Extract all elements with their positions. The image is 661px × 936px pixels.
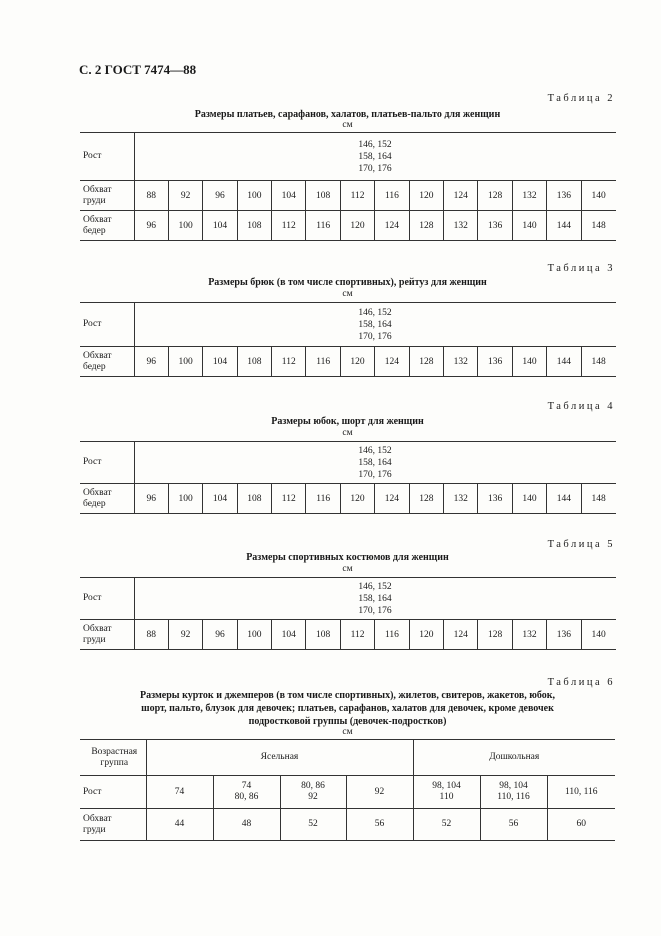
table-cell: 108 [237, 484, 271, 514]
height-values [134, 442, 616, 484]
table-cell: 144 [547, 484, 581, 514]
row-header-age: Возрастная группа [80, 740, 146, 776]
size-table [80, 577, 616, 650]
height-value: 158, 164 [358, 151, 392, 162]
height-value: 158, 164 [358, 593, 392, 604]
height-value: 170, 176 [358, 163, 392, 174]
row-header-height: Рост [80, 776, 146, 809]
table-cell: 112 [340, 620, 374, 650]
row-header-height: Рост [80, 578, 134, 620]
table-cell: 148 [581, 347, 616, 377]
height-value: 170, 176 [358, 605, 392, 616]
unit-label: см [342, 727, 353, 737]
table-cell: 108 [237, 211, 271, 241]
group-nursery: Ясельная [146, 740, 413, 776]
height-value: 146, 152 [358, 445, 392, 456]
table-cell: 96 [203, 620, 237, 650]
table-cell: 132 [512, 620, 546, 650]
table-cell: 48 [213, 809, 280, 841]
table-cell: 124 [444, 620, 478, 650]
table-cell: 56 [480, 809, 547, 841]
table-cell: 120 [340, 347, 374, 377]
size-table [80, 302, 616, 377]
table-cell: 112 [272, 211, 306, 241]
table-title: Размеры юбок, шорт для женщин [271, 416, 424, 427]
height-value: 74 [241, 781, 252, 791]
table-cell: 108 [237, 347, 271, 377]
table-cell: 88 [134, 181, 168, 211]
table-cell: 108 [306, 181, 340, 211]
table-number: Таблица 2 [547, 93, 615, 104]
table-cell: 104 [203, 484, 237, 514]
size-table [80, 132, 616, 241]
table-title: Размеры брюк (в том числе спортивных), рейтуз для женщин [208, 277, 487, 288]
table-cell: 144 [547, 347, 581, 377]
height-value: 146, 152 [358, 581, 392, 592]
table-cell: 104 [203, 211, 237, 241]
table-cell: 100 [168, 211, 202, 241]
table-cell: 116 [306, 484, 340, 514]
height-row [80, 442, 616, 484]
table-cell: 140 [512, 484, 546, 514]
table-cell: 132 [444, 484, 478, 514]
table-cell: 120 [409, 181, 443, 211]
table-cell: 112 [272, 484, 306, 514]
table-cell: 128 [478, 181, 512, 211]
table-cell: 140 [581, 620, 616, 650]
height-value: 74 [174, 786, 185, 797]
height-value: 92 [308, 792, 318, 802]
table-cell: 120 [340, 484, 374, 514]
table-cell: 92 [168, 620, 202, 650]
table-cell [280, 776, 346, 809]
height-value: 98, 104 [432, 781, 461, 791]
row-header-measure: Обхват груди [80, 620, 134, 650]
table-cell: 52 [280, 809, 346, 841]
table-cell: 128 [478, 620, 512, 650]
table-cell: 112 [272, 347, 306, 377]
height-value: 110 [439, 792, 454, 802]
height-value: 92 [374, 786, 385, 797]
table-cell [547, 776, 615, 809]
table-cell [413, 776, 480, 809]
height-value: 146, 152 [358, 139, 392, 150]
table-cell: 116 [306, 347, 340, 377]
height-value: 170, 176 [358, 331, 392, 342]
table-title: Размеры платьев, сарафанов, халатов, платьев-пальто для женщин [194, 109, 501, 120]
row-header-measure: Обхват груди [80, 809, 146, 841]
table-cell: 140 [581, 181, 616, 211]
row-header-measure: Обхват бедер [80, 347, 134, 377]
table-cell: 108 [306, 620, 340, 650]
table-cell: 116 [306, 211, 340, 241]
unit-label: см [342, 120, 353, 130]
table-cell: 128 [409, 484, 443, 514]
table-title [80, 689, 615, 728]
table-cell: 128 [409, 347, 443, 377]
table-number: Таблица 4 [547, 401, 615, 412]
height-values [134, 578, 616, 620]
table-title-line: подростковой группы (девочек-подростков) [248, 716, 447, 727]
height-value: 146, 152 [358, 307, 392, 318]
table-cell: 136 [478, 484, 512, 514]
table-number: Таблица 6 [547, 677, 615, 688]
unit-label: см [342, 564, 353, 574]
table-number: Таблица 5 [547, 539, 615, 550]
table-cell: 56 [346, 809, 413, 841]
height-value: 158, 164 [358, 319, 392, 330]
table-cell: 116 [375, 620, 409, 650]
height-row [80, 776, 615, 809]
table-cell: 96 [203, 181, 237, 211]
height-value: 80, 86 [301, 781, 325, 791]
table-cell: 60 [547, 809, 615, 841]
table-cell [146, 776, 213, 809]
height-value: 110, 116 [564, 786, 598, 797]
table-title-line: Размеры курток и джемперов (в том числе спортивных), жилетов, свитеров, жакетов, юбок, [140, 690, 555, 701]
table-cell: 120 [409, 620, 443, 650]
row-header-height: Рост [80, 303, 134, 347]
table-cell: 148 [581, 484, 616, 514]
table-cell: 104 [272, 181, 306, 211]
measure-row [80, 809, 615, 841]
row-header-height: Рост [80, 133, 134, 181]
table-cell: 132 [512, 181, 546, 211]
table-cell: 44 [146, 809, 213, 841]
table-title: Размеры спортивных костюмов для женщин [246, 552, 449, 563]
table-cell: 96 [134, 484, 168, 514]
table-cell: 136 [478, 347, 512, 377]
row-header-measure: Обхват бедер [80, 484, 134, 514]
height-value: 98, 104 [499, 781, 528, 791]
table-cell: 104 [272, 620, 306, 650]
table-cell [480, 776, 547, 809]
group-preschool: Дошкольная [413, 740, 615, 776]
table-cell: 136 [478, 211, 512, 241]
table-cell: 112 [340, 181, 374, 211]
height-row [80, 133, 616, 181]
table-cell: 92 [168, 181, 202, 211]
table-cell: 100 [168, 484, 202, 514]
age-group-row [80, 740, 615, 776]
table-cell: 88 [134, 620, 168, 650]
table-cell: 52 [413, 809, 480, 841]
table-cell: 100 [237, 620, 271, 650]
height-value: 170, 176 [358, 469, 392, 480]
table-cell: 148 [581, 211, 616, 241]
table-cell: 132 [444, 211, 478, 241]
height-values [134, 303, 616, 347]
table-cell: 140 [512, 347, 546, 377]
measure-row [80, 484, 616, 514]
table-cell: 104 [203, 347, 237, 377]
table-cell: 116 [375, 181, 409, 211]
table-cell: 124 [375, 211, 409, 241]
measure-row [80, 211, 616, 241]
table-cell: 140 [512, 211, 546, 241]
table-cell: 124 [375, 484, 409, 514]
height-value: 158, 164 [358, 457, 392, 468]
table-cell: 144 [547, 211, 581, 241]
page-header: С. 2 ГОСТ 7474—88 [79, 62, 197, 77]
table-cell: 124 [444, 181, 478, 211]
table-cell: 136 [547, 620, 581, 650]
height-value: 110, 116 [497, 792, 530, 802]
table-cell: 96 [134, 347, 168, 377]
height-values [134, 133, 616, 181]
table-number: Таблица 3 [547, 263, 615, 274]
height-value: 80, 86 [234, 792, 259, 802]
table-cell: 96 [134, 211, 168, 241]
table-cell: 128 [409, 211, 443, 241]
unit-label: см [342, 428, 353, 438]
table-cell [346, 776, 413, 809]
row-header-measure: Обхват бедер [80, 211, 134, 241]
measure-row [80, 181, 616, 211]
unit-label: см [342, 289, 353, 299]
table-cell [213, 776, 280, 809]
table-cell: 132 [444, 347, 478, 377]
size-table-girls [80, 739, 615, 841]
measure-row [80, 347, 616, 377]
row-header-measure: Обхват груди [80, 181, 134, 211]
height-row [80, 578, 616, 620]
table-cell: 100 [168, 347, 202, 377]
size-table [80, 441, 616, 514]
table-cell: 100 [237, 181, 271, 211]
row-header-height: Рост [80, 442, 134, 484]
measure-row [80, 620, 616, 650]
table-cell: 136 [547, 181, 581, 211]
table-cell: 120 [340, 211, 374, 241]
table-cell: 124 [375, 347, 409, 377]
table-title-line: шорт, пальто, блузок для девочек; платьев, сарафанов, халатов для девочек, кроме девочек [141, 703, 554, 714]
height-row [80, 303, 616, 347]
